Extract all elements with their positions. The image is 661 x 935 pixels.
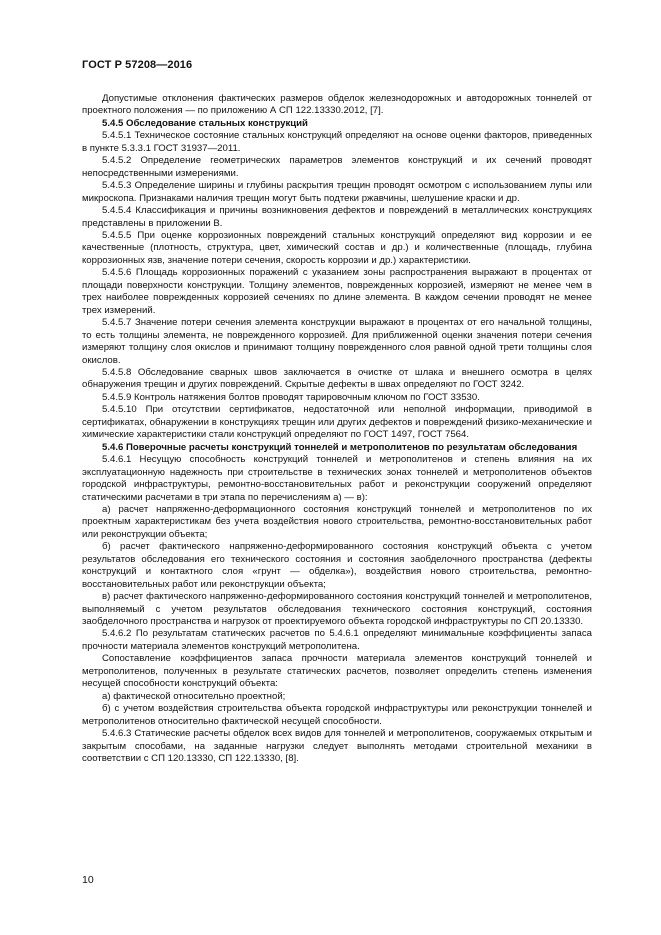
paragraph: 5.4.5.9 Контроль натяжения болтов проводят тарировочным ключом по ГОСТ 33530. bbox=[102, 391, 480, 403]
list-item: а) фактической относительно проектной; bbox=[102, 690, 286, 702]
document-header: ГОСТ Р 57208—2016 bbox=[82, 59, 193, 71]
paragraph: 5.4.6.2 По результатам статических расчетов по 5.4.6.1 определяют минимальные коэффициенты запаса прочности материала элементов конструкций метрополитена. bbox=[82, 628, 592, 652]
paragraph: 5.4.5.4 Классификация и причины возникновения дефектов и повреждений в металлических конструкциях представлены в приложении В. bbox=[82, 205, 592, 229]
paragraph: 5.4.5.2 Определение геометрических параметров элементов конструкций и их сечений проводят непосредственными измерениями. bbox=[82, 155, 592, 179]
paragraph: 5.4.5.8 Обследование сварных швов заключается в очистке от шлака и внешнего осмотра в целях обнаружения трещин и других повреждений. Скрытые дефекты в швах определяют по ГОСТ 3242. bbox=[82, 366, 592, 391]
list-item: б) с учетом воздействия строительства объекта городской инфраструктуры или реконструкции тоннелей и метрополитенов относительно фактической несущей способности. bbox=[82, 703, 592, 727]
paragraph: 5.4.5.10 При отсутствии сертификатов, недостаточной или неполной информации, приводимой в сертификатах, обнаружении в конструкциях трещин или других дефектов и повреждений физико-механические и химические характеристики стали конструкций определяют по ГОСТ 1497, ГОСТ 7564. bbox=[82, 404, 592, 441]
section-heading: 5.4.6 Поверочные расчеты конструкций тоннелей и метрополитенов по результатам обследования bbox=[102, 441, 578, 453]
document-body bbox=[82, 93, 592, 765]
page-number: 10 bbox=[82, 874, 94, 886]
paragraph: 5.4.5.5 При оценке коррозионных повреждений стальных конструкций определяют вид коррозии и ее качественные (плотность, структура, цвет, химический состав и др.) и количественные (площадь, глубина коррозионных язв, значение потери сечения, скорость коррозии и др.) характеристики. bbox=[82, 229, 592, 266]
paragraph: Сопоставление коэффициентов запаса прочности материала элементов конструкций тоннелей и метрополитенов, полученных в результате статических расчетов, позволяет определить степень изменения несущей способности конструкций объекта: bbox=[82, 653, 592, 690]
paragraph: 5.4.5.6 Площадь коррозионных поражений с указанием зоны распространения выражают в процентах от площади поверхности конструкции. Толщину элементов, поврежденных коррозией, измеряют не менее чем в трех наиболее поврежденных коррозией сечениях по длине элемента. В каждом сечении проводят не менее трех измерений. bbox=[82, 267, 592, 316]
list-item: в) расчет фактического напряженно-деформированного состояния конструкций тоннелей и метрополитенов, выполняемый с учетом результатов обследования технического состояния конструкций, состояния заобделочного пространства и нагрузок от проектируемого объекта городской инфраструктуры по СП 20.13330. bbox=[82, 591, 592, 628]
paragraph: 5.4.6.1 Несущую способность конструкций тоннелей и метрополитенов и степень влияния на их эксплуатационную надежность при строительстве в технических зонах тоннелей и метрополитенов объектов городской инфраструктуры, ремонтно-восстановительных работ и реконструкции сооружений определяют статическими расчетами в три этапа по перечислениям а) — в): bbox=[82, 454, 592, 503]
paragraph: 5.4.5.7 Значение потери сечения элемента конструкции выражают в процентах от его начальной толщины, то есть толщины элемента, не поврежденного коррозией. Для приближенной оценки значения потери сечения измеряют толщину слоя окислов и принимают толщину поврежденного слоя равной одной трети толщины слоя окислов. bbox=[82, 317, 592, 366]
paragraph: 5.4.5.3 Определение ширины и глубины раскрытия трещин проводят осмотром с использованием лупы или микроскопа. Признаками наличия трещин могут быть подтеки ржавчины, шелушение краски и др. bbox=[82, 180, 592, 204]
list-item: б) расчет фактического напряженно-деформированного состояния конструкций объекта с учетом результатов обследования его технического состояния и состояния заобделочного пространства (дефекты конструкций и контактного слоя «грунт — обделка»), воздействия нового строительства, ремонтно-восстановительных работ или реконструкции объекта; bbox=[82, 541, 592, 590]
list-item: а) расчет напряженно-деформационного состояния конструкций тоннелей и метрополитенов по их проектным характеристикам без учета воздействия нового строительства, ремонтно-восстановительных работ или реконструкции объекта; bbox=[82, 503, 592, 540]
paragraph: 5.4.6.3 Статические расчеты обделок всех видов для тоннелей и метрополитенов, сооружаемых открытым и закрытым способами, на заданные нагрузки следует выполнять методами строительной механики в соответствии с СП 120.13330, СП 122.13330, [8]. bbox=[82, 728, 592, 765]
paragraph: 5.4.5.1 Техническое состояние стальных конструкций определяют на основе оценки факторов, приведенных в пункте 5.3.3.1 ГОСТ 31937—2011. bbox=[82, 130, 592, 154]
paragraph: Допустимые отклонения фактических размеров обделок железнодорожных и автодорожных тоннелей от проектного положения — по приложению А СП 122.13330.2012, [7]. bbox=[82, 93, 592, 117]
section-heading: 5.4.5 Обследование стальных конструкций bbox=[102, 117, 308, 129]
